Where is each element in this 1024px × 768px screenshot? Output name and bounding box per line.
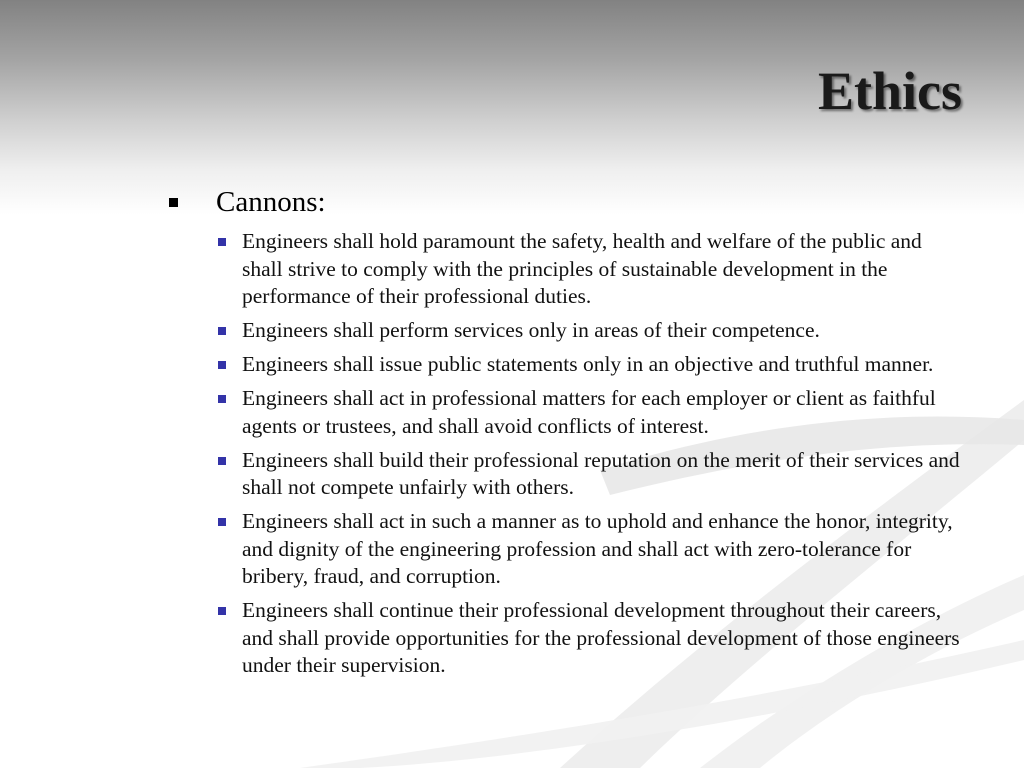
list-item-text: Engineers shall perform services only in areas of their competence. [242,318,820,342]
square-bullet-icon [218,607,226,615]
list-item [218,597,964,680]
list-item [218,508,964,591]
list-item-text: Engineers shall act in professional matters for each employer or client as faithful agents or trustees, and shall avoid conflicts of interest. [242,386,936,438]
square-bullet-icon [218,395,226,403]
list-item-text: Engineers shall build their professional reputation on the merit of their services and shall not compete unfairly with others. [242,447,960,499]
list-item-text: Engineers shall issue public statements only in an objective and truthful manner. [242,352,934,376]
list-item-text: Engineers shall act in such a manner as to uphold and enhance the honor, integrity, and dignity of the engineering profession and shall act with zero-tolerance for bribery, fraud, and corruption. [242,509,953,588]
square-bullet-icon [169,198,178,207]
list-item-text: Engineers shall continue their professional development throughout their careers, and shall provide opportunities for the professional development of those engineers under their supervision. [242,598,960,677]
cannons-list [164,228,964,680]
list-item [218,228,964,311]
cannons-heading: Cannons: [216,186,326,218]
square-bullet-icon [218,457,226,465]
list-item [218,385,964,440]
square-bullet-icon [218,238,226,246]
square-bullet-icon [218,518,226,526]
slide-title: Ethics [817,61,962,121]
square-bullet-icon [218,327,226,335]
list-item [218,351,964,379]
list-item-text: Engineers shall hold paramount the safety, health and welfare of the public and shall strive to comply with the principles of sustainable development in the performance of their professional duties. [242,229,922,308]
level1-item [164,184,964,220]
slide-content [164,184,964,686]
list-item [218,447,964,502]
square-bullet-icon [218,361,226,369]
list-item [218,317,964,345]
